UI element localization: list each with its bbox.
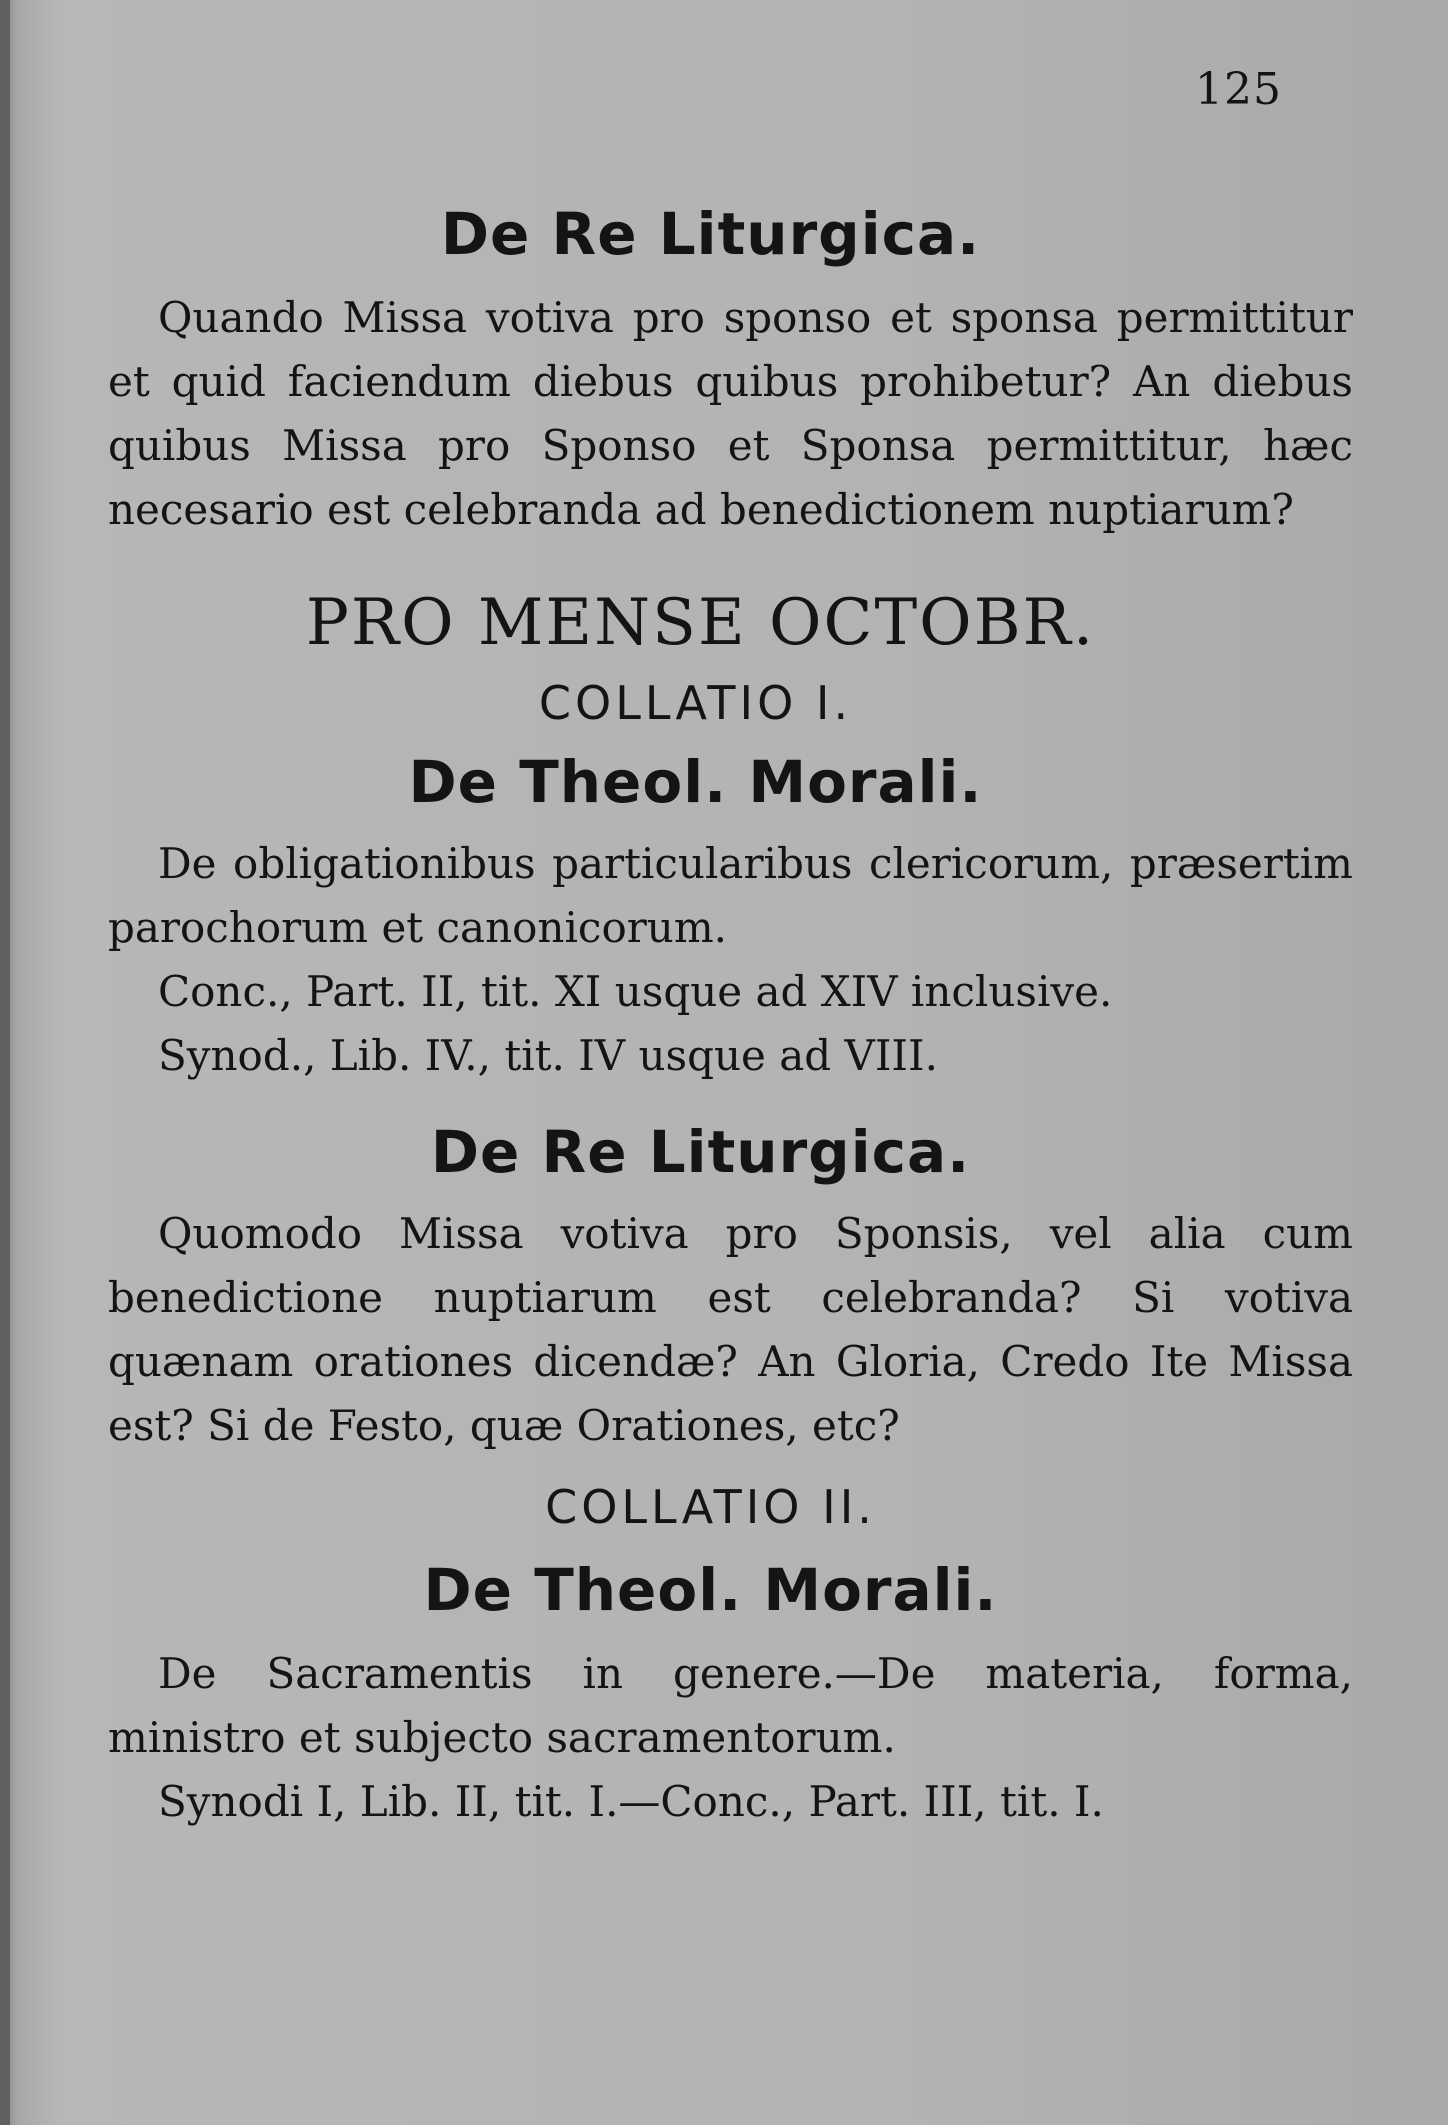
section-heading-liturgy: De Re Liturgica. <box>440 200 981 268</box>
page-number: 125 <box>1195 64 1282 115</box>
collatio-1-title: COLLATIO I. <box>538 676 853 730</box>
collatio-1-moral-heading: De Theol. Morali. <box>408 748 983 816</box>
collatio-2-moral-paragraph: De Sacramentis in genere.—De materia, forma, ministro et subjecto sacramentorum. <box>108 1649 1353 1762</box>
collatio-1-liturgy-heading: De Re Liturgica. <box>430 1118 971 1186</box>
collatio-1-synod-reference: Synod., Lib. IV., tit. IV usque ad VIII. <box>158 1031 938 1080</box>
month-title: PRO MENSE OCTOBR. <box>305 586 1096 660</box>
collatio-1-moral-paragraph: De obligationibus particularibus clericorum, præsertim parochorum et canonicorum. <box>108 839 1353 952</box>
liturgy-question-paragraph: Quando Missa votiva pro sponso et sponsa permittitur et quid faciendum diebus quibus prohibetur? An diebus quibus Missa pro Sponso et Sponsa permittitur, hæc necesario est celebranda ad benedictionem nuptiarum? <box>108 293 1353 534</box>
collatio-1-liturgy-paragraph: Quomodo Missa votiva pro Sponsis, vel alia cum benedictione nuptiarum est celebranda? Si votiva quænam orationes dicendæ? An Gloria, Credo Ite Missa est? Si de Festo, quæ Orationes, etc? <box>108 1209 1353 1450</box>
page-content <box>108 200 1353 1834</box>
collatio-2-moral-heading: De Theol. Morali. <box>423 1556 998 1624</box>
collatio-2-reference: Synodi I, Lib. II, tit. I.—Conc., Part. III, tit. I. <box>158 1777 1104 1826</box>
page-binding-edge <box>0 0 10 2125</box>
collatio-2-title: COLLATIO II. <box>545 1480 876 1534</box>
collatio-1-council-reference: Conc., Part. II, tit. XI usque ad XIV inclusive. <box>158 967 1113 1016</box>
